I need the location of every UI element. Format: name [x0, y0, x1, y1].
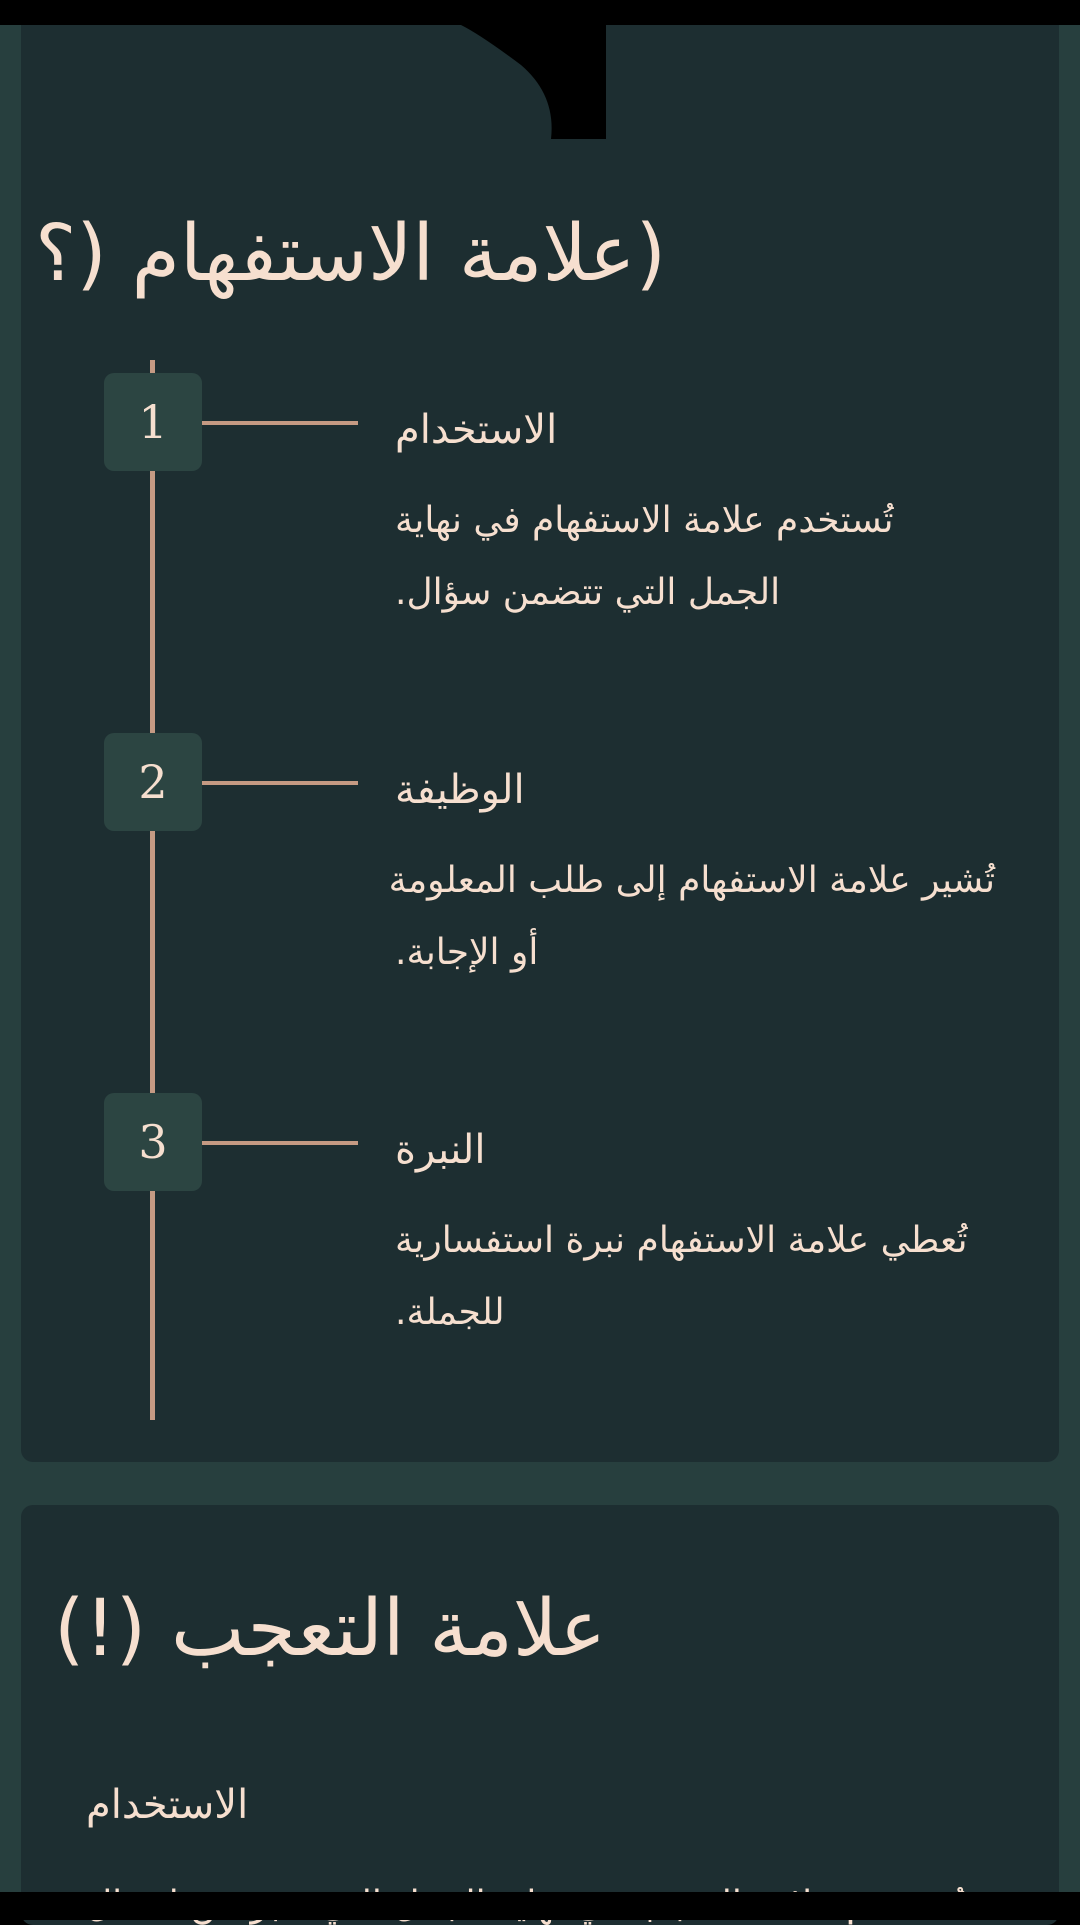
step-number-3: 3	[104, 1093, 202, 1191]
page-background	[0, 25, 1080, 1892]
timeline-line	[150, 360, 155, 1420]
step-connector-2	[202, 781, 358, 785]
description-line: أو الإجابة.	[395, 932, 539, 973]
exclamation-mark-card	[21, 1505, 1059, 1925]
navigation-bar	[0, 1892, 1080, 1920]
step-number-2: 2	[104, 733, 202, 831]
step-title-function: الوظيفة	[395, 767, 525, 813]
status-bar	[0, 0, 1080, 25]
exclamation-mark-title: علامة التعجب (!)	[54, 1584, 606, 1674]
description-line: تُعطي علامة الاستفهام نبرة استفسارية	[395, 1220, 968, 1261]
description-line: الجمل التي تتضمن سؤال.	[395, 572, 781, 613]
step-connector-3	[202, 1141, 358, 1145]
description-line: تُستخدم علامة الاستفهام في نهاية	[395, 500, 894, 541]
step-title-usage: الاستخدام	[395, 407, 558, 453]
step-connector-1	[202, 421, 358, 425]
camera-notch-shape	[461, 25, 611, 139]
question-mark-title: (علامة الاستفهام (؟	[34, 209, 666, 299]
step-title-tone: النبرة	[395, 1127, 486, 1173]
description-line: تُشير علامة الاستفهام إلى طلب المعلومة	[388, 860, 995, 901]
step-number-1: 1	[104, 373, 202, 471]
description-line: للجملة.	[395, 1292, 505, 1333]
exclamation-usage-heading: الاستخدام	[86, 1782, 249, 1828]
